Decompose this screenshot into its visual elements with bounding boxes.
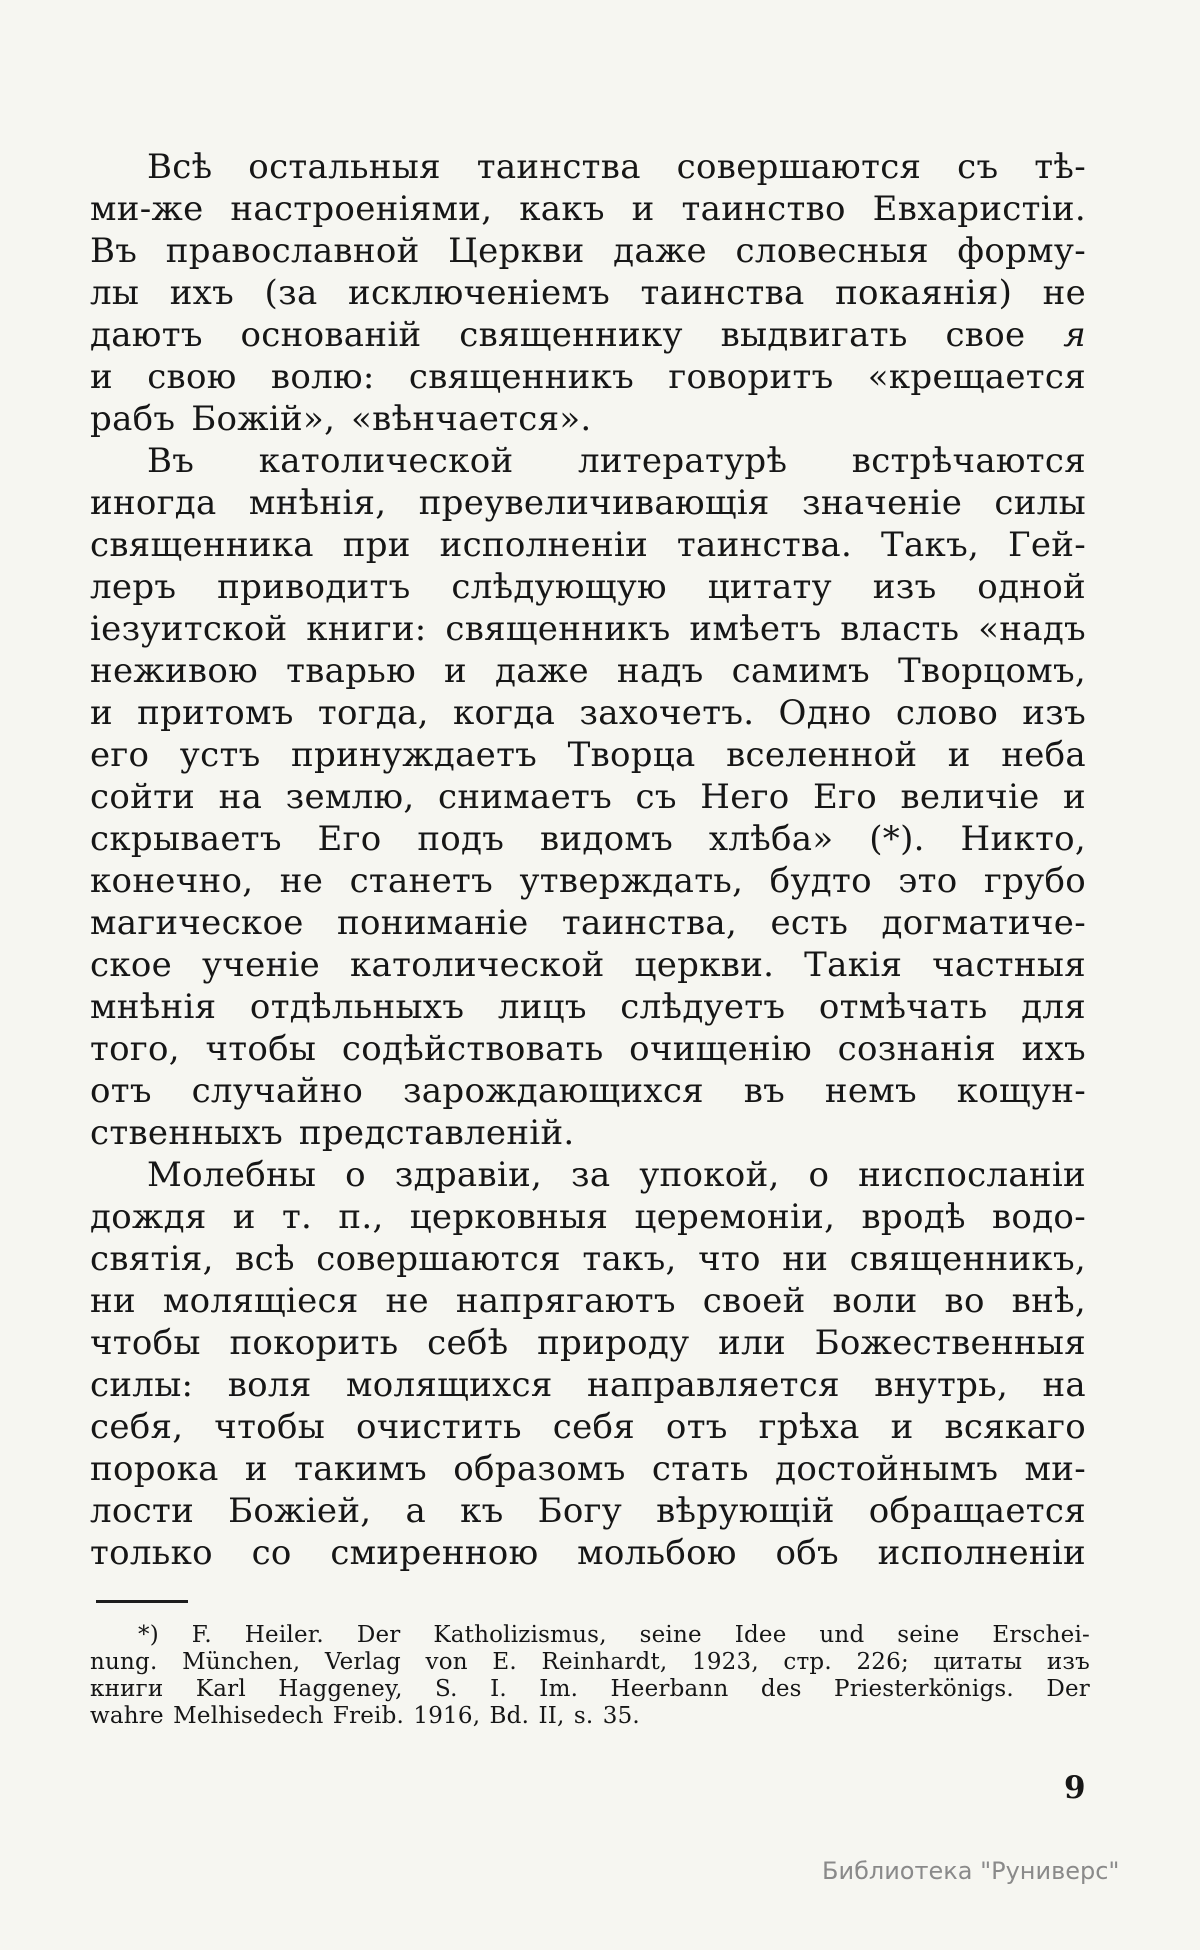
text-line: іезуитской книги: священникъ имѣетъ власть «надъ: [90, 609, 1086, 649]
text-line: ственныхъ представленій.: [90, 1113, 575, 1153]
text-line: магическое пониманіе таинства, есть догматиче-: [90, 903, 1086, 943]
text-line: себя, чтобы очистить себя отъ грѣха и всякаго: [90, 1407, 1086, 1447]
text-line: силы: воля молящихся направляется внутрь, на: [90, 1365, 1086, 1405]
text-line: ское ученіе католической церкви. Такія частныя: [90, 945, 1086, 985]
text-line: лы ихъ (за исключеніемъ таинства покаянія) не: [90, 273, 1086, 313]
footnote-divider: [96, 1600, 188, 1603]
text-line: лости Божіей, а къ Богу вѣрующій обращается: [90, 1491, 1086, 1531]
text-line: иногда мнѣнія, преувеличивающія значеніе силы: [90, 483, 1086, 523]
text-line: Въ православной Церкви даже словесныя форму-: [90, 231, 1086, 271]
text-line: святія, всѣ совершаются такъ, что ни священникъ,: [90, 1239, 1086, 1279]
text-line: книги Karl Haggeney, S. I. Im. Heerbann des Priesterkönigs. Der: [90, 1676, 1090, 1702]
text-line: только со смиренною мольбою объ исполненіи: [90, 1533, 1086, 1573]
text-line: ми-же настроеніями, какъ и таинство Евхаристіи.: [90, 189, 1086, 229]
text-line: ни молящіеся не напрягаютъ своей воли во внѣ,: [90, 1281, 1086, 1321]
text-line: Всѣ остальныя таинства совершаются съ тѣ-: [147, 147, 1086, 187]
text-line: мнѣнія отдѣльныхъ лицъ слѣдуетъ отмѣчать для: [90, 987, 1086, 1027]
text-line: сойти на землю, снимаетъ съ Него Его величіе и: [90, 777, 1086, 817]
text-line: конечно, не станетъ утверждать, будто это грубо: [90, 861, 1086, 901]
text-line: отъ случайно зарождающихся въ немъ кощун-: [90, 1071, 1086, 1111]
text-line: Въ католической литературѣ встрѣчаются: [147, 441, 1086, 481]
text-line: и притомъ тогда, когда захочетъ. Одно слово изъ: [90, 693, 1086, 733]
text-line: nung. München, Verlag von E. Reinhardt, 1923, стр. 226; цитаты изъ: [90, 1649, 1090, 1675]
text-line: *) F. Heiler. Der Katholizismus, seine Idee und seine Erschei-: [138, 1622, 1090, 1648]
text-line: и свою волю: священникъ говоритъ «крещается: [90, 357, 1086, 397]
main-text-block: [90, 146, 1086, 1574]
paragraph: [90, 146, 1086, 440]
text-line: скрываетъ Его подъ видомъ хлѣба» (*). Никто,: [90, 819, 1086, 859]
text-line: wahre Melhisedech Freib. 1916, Bd. II, s. 35.: [90, 1703, 640, 1729]
paragraph: [90, 1154, 1086, 1574]
text-line: того, чтобы содѣйствовать очищенію сознанія ихъ: [90, 1029, 1086, 1069]
text-line: Молебны о здравіи, за упокой, о ниспосланіи: [147, 1155, 1086, 1195]
page-number: 9: [1064, 1770, 1087, 1806]
text-line: священника при исполненіи таинства. Такъ, Гей-: [90, 525, 1086, 565]
text-line: неживою тварью и даже надъ самимъ Творцомъ,: [90, 651, 1086, 691]
text-line: его устъ принуждаетъ Творца вселенной и неба: [90, 735, 1086, 775]
text-line: чтобы покорить себѣ природу или Божественныя: [90, 1323, 1086, 1363]
footnote-block: [90, 1622, 1090, 1730]
library-watermark: Библиотека "Руниверс": [822, 1857, 1120, 1885]
text-line: дождя и т. п., церковныя церемоніи, вродѣ водо-: [90, 1197, 1086, 1237]
text-line: леръ приводитъ слѣдующую цитату изъ одной: [90, 567, 1086, 607]
text-line: порока и такимъ образомъ стать достойнымъ ми-: [90, 1449, 1086, 1489]
text-line: рабъ Божій», «вѣнчается».: [90, 399, 592, 439]
paragraph: [90, 440, 1086, 1154]
text-line: даютъ основаній священнику выдвигать свое я: [90, 315, 1086, 355]
